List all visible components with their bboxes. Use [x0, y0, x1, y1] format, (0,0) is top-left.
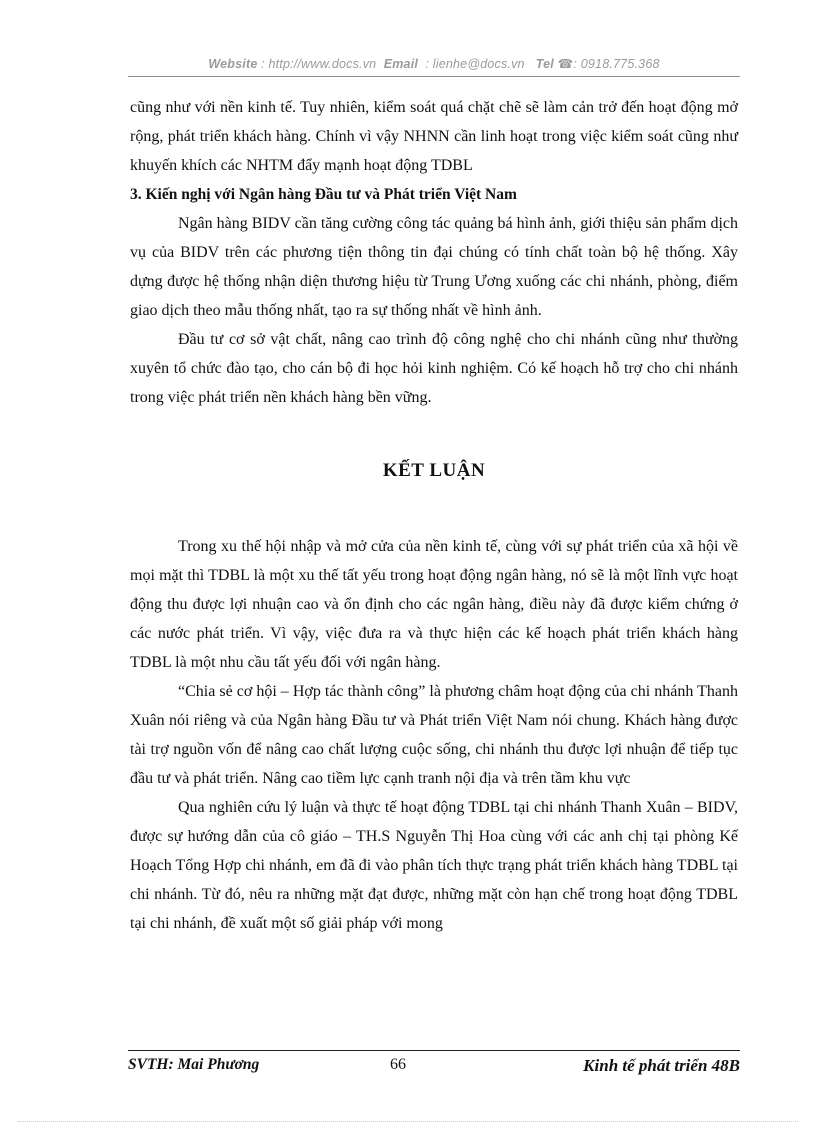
footer-divider [128, 1050, 740, 1051]
footer-author: SVTH: Mai Phương [128, 1056, 260, 1073]
header-divider [128, 76, 740, 77]
paragraph-bidv-1: Ngân hàng BIDV cần tăng cường công tác quảng bá hình ảnh, giới thiệu sản phẩm dịch vụ của BIDV trên các phương tiện thông tin đại chúng có tính chất toàn bộ hệ thống. Xây dựng được hệ thống nhận diện thương hiệu từ Trung Ương xuống các chi nhánh, phòng, điểm giao dịch theo mẫu thống nhất, tạo ra sự thống nhất về hình ảnh. [130, 215, 738, 319]
website-label: Website [208, 57, 258, 71]
paragraph-continuation: cũng như với nền kinh tế. Tuy nhiên, kiểm soát quá chặt chẽ sẽ làm cản trở đến hoạt động mở rộng, phát triển khách hàng. Chính vì vậy NHNN cần linh hoạt trong việc kiểm soát cũng như khuyến khích các NHTM đẩy mạnh hoạt động TDBL [130, 99, 738, 174]
conclusion-paragraph-1: Trong xu thế hội nhập và mở cửa của nền kinh tế, cùng với sự phát triển của xã hội về mọi mặt thì TDBL là một xu thế tất yếu trong hoạt động ngân hàng, nó sẽ là một lĩnh vực hoạt động thu được lợi nhuận cao và ổn định cho các ngân hàng, điều này đã được kiểm chứng ở các nước phát triển. Vì vậy, việc đưa ra và thực hiện các kế hoạch phát triển khách hàng TDBL là một nhu cầu tất yếu đối với ngân hàng. [130, 538, 738, 671]
conclusion-paragraph-3: Qua nghiên cứu lý luận và thực tế hoạt động TDBL tại chi nhánh Thanh Xuân – BIDV, được sự hướng dẫn của cô giáo – TH.S Nguyễn Thị Hoa cùng với các anh chị tại phòng Kế Hoạch Tổng Hợp chi nhánh, em đã đi vào phân tích thực trạng phát triển khách hàng TDBL tại chi nhánh. Từ đó, nêu ra những mặt đạt được, những mặt còn hạn chế trong hoạt động TDBL tại chi nhánh, đề xuất một số giải pháp với mong [130, 799, 738, 932]
page-header [128, 56, 740, 71]
email-value: : lienhe@docs.vn [425, 57, 525, 71]
conclusion-paragraph-2: “Chia sẻ cơ hội – Hợp tác thành công” là phương châm hoạt động của chi nhánh Thanh Xuân nói riêng và của Ngân hàng Đầu tư và Phát triển Việt Nam nói chung. Khách hàng được tài trợ nguồn vốn để nâng cao chất lượng cuộc sống, chi nhánh thu được lợi nhuận để tiếp tục đầu tư và phát triển. Nâng cao tiềm lực cạnh tranh nội địa và trên tầm khu vực [130, 683, 738, 787]
page-content [130, 93, 738, 938]
footer-course: Kinh tế phát triển 48B [583, 1056, 740, 1075]
paragraph-bidv-2: Đầu tư cơ sở vật chất, nâng cao trình độ công nghệ cho chi nhánh cũng như thường xuyên tổ chức đào tạo, cho cán bộ đi học hỏi kinh nghiệm. Có kế hoạch hỗ trợ cho chi nhánh trong việc phát triển nền khách hàng bền vững. [130, 331, 738, 406]
page-footer [128, 1056, 740, 1078]
page-bottom-border [18, 1121, 798, 1122]
page-number: 66 [390, 1056, 406, 1073]
phone-icon: ☎ [557, 57, 574, 71]
conclusion-title: KẾT LUẬN [382, 460, 486, 481]
tel-label: Tel [535, 57, 554, 71]
email-label: Email [383, 57, 419, 71]
website-value: : http://www.docs.vn [261, 57, 377, 71]
section-heading: 3. Kiến nghị với Ngân hàng Đầu tư và Phát triển Việt Nam [130, 186, 517, 203]
tel-value: : 0918.775.368 [573, 57, 660, 71]
